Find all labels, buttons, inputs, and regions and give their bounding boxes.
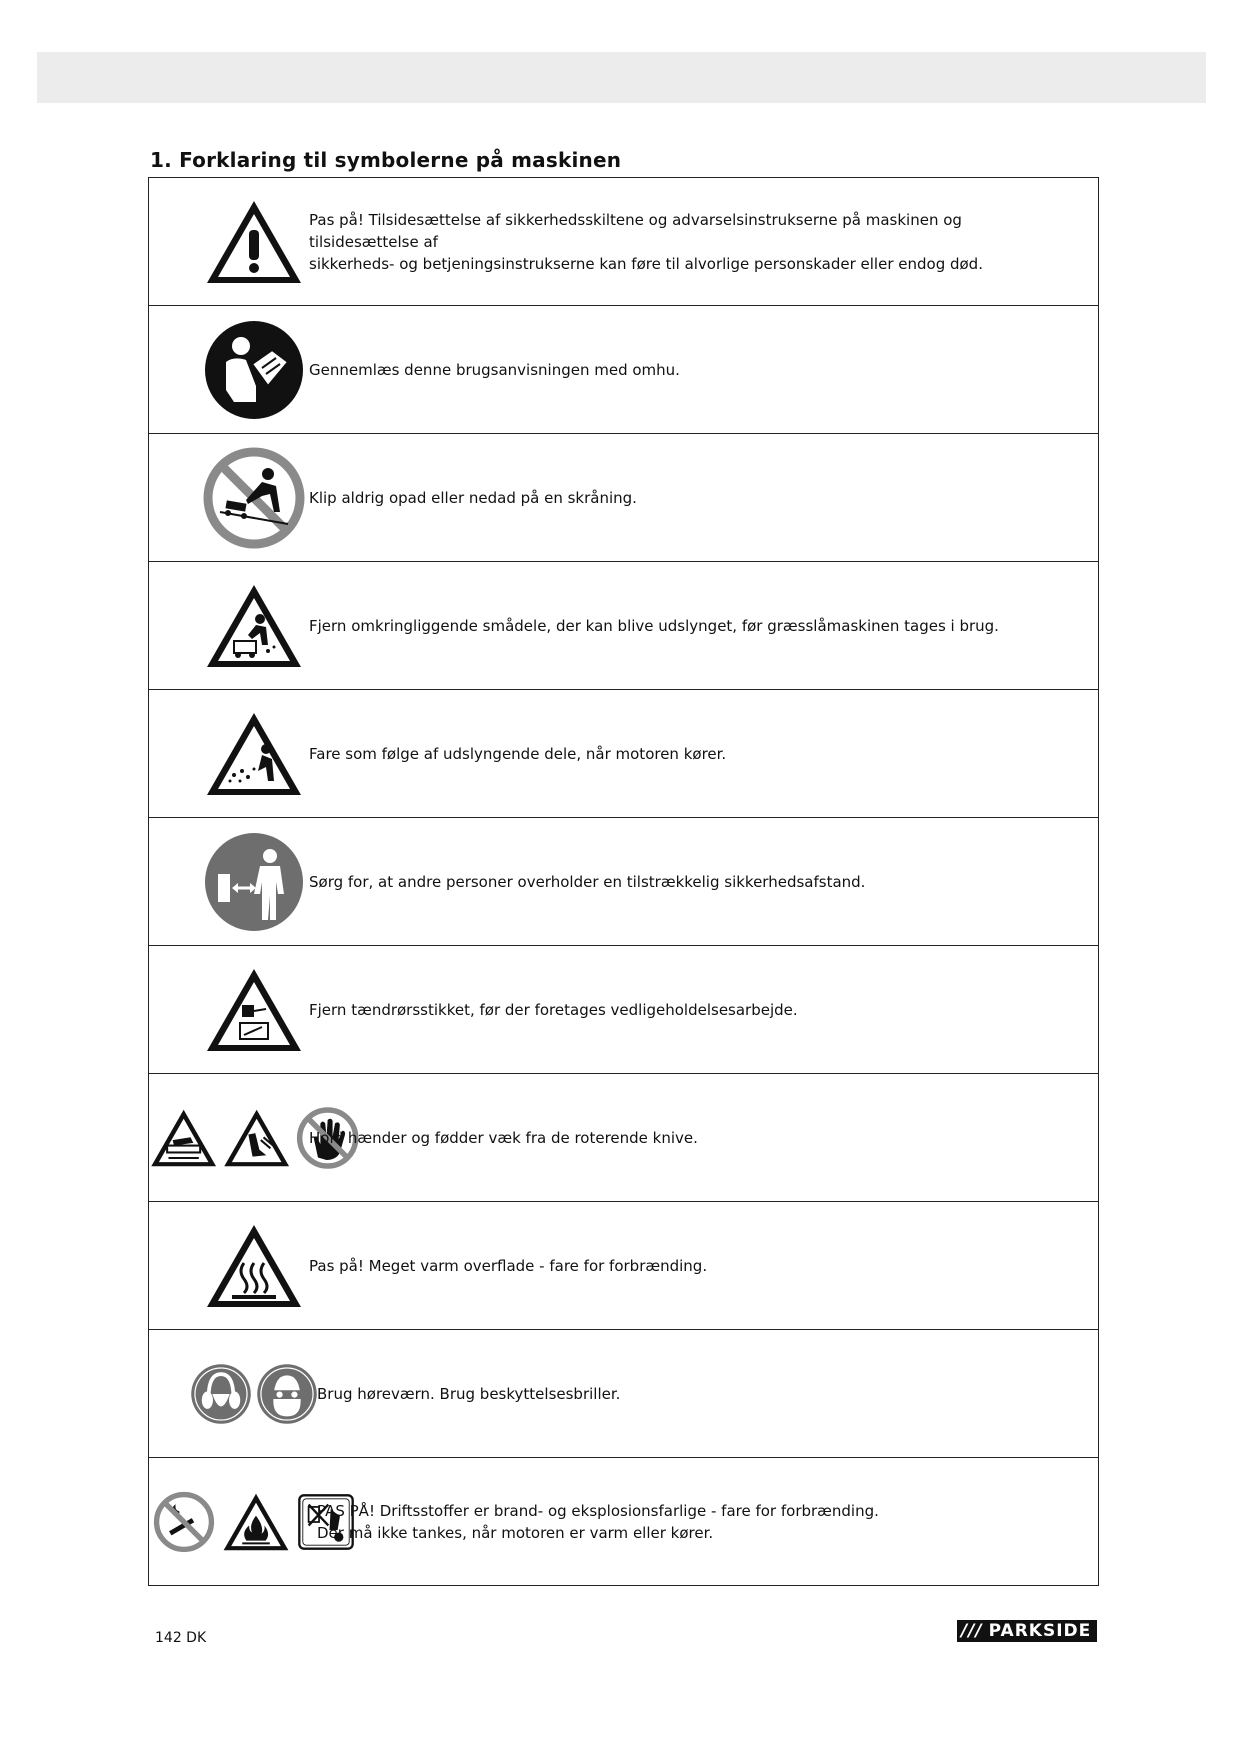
row-description: Brug høreværn. Brug beskyttelsesbriller.: [317, 1384, 621, 1403]
symbol-row: [149, 178, 1098, 306]
row-description: sikkerheds- og betjeningsinstrukserne kan føre til alvorlige personskader eller endog død.: [309, 254, 983, 273]
symbol-row: [149, 690, 1098, 818]
symbol-table: [148, 177, 1099, 1586]
symbol-row: [149, 1330, 1098, 1458]
row-description: Pas på! Meget varm overflade - fare for forbrænding.: [309, 1256, 708, 1275]
row-description: Sørg for, at andre personer overholder en tilstrækkelig sikkerhedsafstand.: [309, 872, 866, 891]
symbol-row: [149, 562, 1098, 690]
brand-name: PARKSIDE: [988, 1621, 1092, 1641]
page-number: 142 DK: [155, 1630, 207, 1646]
symbol-row: [149, 818, 1098, 946]
symbol-row: [149, 434, 1098, 562]
row-description: Fjern omkringliggende smådele, der kan blive udslynget, før græsslåmaskinen tages i brug.: [309, 616, 999, 635]
symbol-row: [149, 1074, 1098, 1202]
page-title: 1. Forklaring til symbolerne på maskinen: [150, 148, 622, 172]
symbol-row: [149, 1202, 1098, 1330]
row-description: Der må ikke tankes, når motoren er varm eller kører.: [317, 1523, 714, 1542]
row-description: Fare som følge af udslyngende dele, når motoren kører.: [309, 744, 727, 763]
brand-mark: ///: [961, 1621, 983, 1641]
symbol-row: [149, 306, 1098, 434]
symbol-row: [149, 946, 1098, 1074]
row-description: Fjern tændrørsstikket, før der foretages vedligeholdelsesarbejde.: [309, 1000, 798, 1019]
row-description: Gennemlæs denne brugsanvisningen med omhu.: [309, 360, 680, 379]
row-description: Klip aldrig opad eller nedad på en skråning.: [309, 488, 637, 507]
row-description: Hold hænder og fødder væk fra de roterende knive.: [309, 1128, 698, 1147]
symbol-row: [149, 1458, 1098, 1585]
row-description: Pas på! Tilsidesættelse af sikkerhedsskiltene og advarselsinstrukserne på maskinen og tilsidesættelse af: [309, 210, 962, 251]
brand-logo: [957, 1620, 1097, 1642]
row-description: PAS PÅ! Driftsstoffer er brand- og eksplosionsfarlige - fare for forbrænding.: [317, 1501, 879, 1520]
header-bar: [37, 52, 1206, 103]
